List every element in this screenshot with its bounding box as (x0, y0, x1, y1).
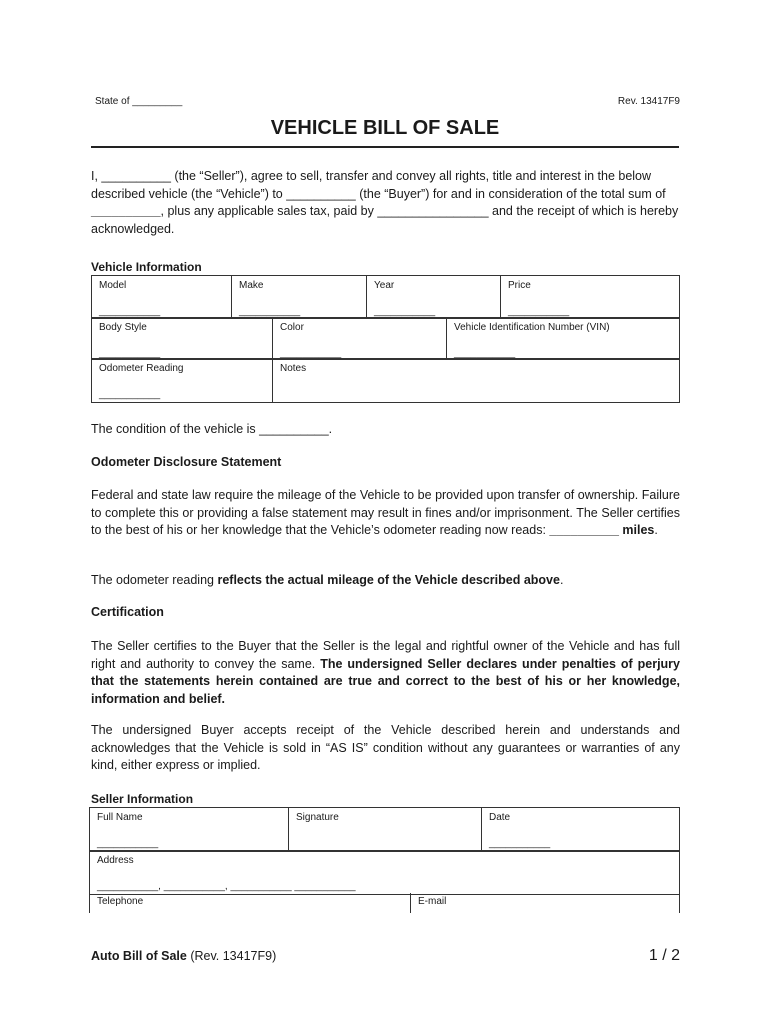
odometer-statement-bold: reflects the actual mileage of the Vehicle described above (217, 573, 560, 587)
intro-text-2: , plus any applicable sales tax, paid by ________________ and the receipt of which is hereby acknowledged. (91, 204, 679, 236)
price-label: Price (508, 280, 531, 291)
address-blank: ___________, ___________, ___________ ___________ (97, 881, 356, 892)
date-label: Date (489, 812, 511, 823)
make-cell[interactable] (232, 276, 367, 319)
full-name-cell[interactable] (90, 808, 289, 852)
model-cell[interactable] (92, 276, 232, 319)
document-title: VEHICLE BILL OF SALE (270, 117, 500, 139)
price-cell[interactable] (501, 276, 680, 319)
vin-label: Vehicle Identification Number (VIN) (454, 322, 610, 333)
footer-doc-name-bold: Auto Bill of Sale (91, 949, 187, 963)
telephone-label[interactable]: Telephone (97, 896, 144, 907)
odometer-text: Federal and state law require the mileage of the Vehicle to be provided upon transfer of ownership. Failure to complete this or providing a false statement may result in fines and/or imprisonment. The Seller certifies to the best of his or her knowledge that the Vehicle’s odometer reading now reads: (91, 488, 680, 537)
vin-cell[interactable] (447, 318, 680, 360)
body-style-cell[interactable] (92, 318, 273, 360)
telephone-email-divider (410, 893, 411, 913)
state-line: State of _________ (95, 96, 183, 107)
full-name-blank: ___________ (97, 838, 159, 849)
miles-blank: __________ miles (549, 523, 655, 537)
odometer-reading-statement (91, 572, 563, 590)
vin-blank: ___________ (454, 348, 516, 359)
address-cell[interactable] (90, 851, 680, 895)
notes-cell[interactable] (273, 359, 680, 403)
year-label: Year (374, 280, 395, 291)
intro-text-1: I, __________ (the “Seller”), agree to sell, transfer and convey all rights, title and interest in the below described vehicle (the “Vehicle”) to __________ (the “Buyer”) for and in consideration of the total sum of (91, 169, 666, 201)
odometer-disclosure-heading: Odometer Disclosure Statement (91, 455, 282, 469)
intro-paragraph (91, 168, 681, 238)
color-blank: ___________ (280, 348, 342, 359)
odometer-disclosure-paragraph (91, 487, 680, 540)
make-blank: ___________ (239, 306, 301, 317)
odometer-period: . (654, 523, 658, 537)
revision-number: Rev. 13417F9 (617, 96, 680, 107)
date-blank: ___________ (489, 838, 551, 849)
body-style-label: Body Style (99, 322, 147, 333)
odometer-statement-period: . (559, 573, 564, 587)
body-style-blank: ___________ (99, 348, 161, 359)
price-blank: ___________ (508, 306, 570, 317)
color-label: Color (280, 322, 304, 333)
seller-info-table (89, 807, 680, 852)
certification-text: The Seller certifies to the Buyer that the Seller is the legal and rightful owner of the Vehicle and has full right and authority to convey the same. (91, 639, 680, 671)
address-label: Address (97, 855, 134, 866)
certification-heading: Certification (91, 605, 164, 619)
certification-paragraph-1 (91, 638, 680, 708)
make-label: Make (239, 280, 264, 291)
odometer-cell[interactable] (92, 359, 273, 403)
year-blank: ___________ (374, 306, 436, 317)
year-cell[interactable] (367, 276, 501, 319)
odometer-statement-text: The odometer reading (91, 573, 218, 587)
vehicle-info-table-row2 (91, 317, 680, 360)
vehicle-info-heading: Vehicle Information (91, 260, 202, 274)
condition-line: The condition of the vehicle is __________. (91, 422, 333, 436)
certification-paragraph-2: The undersigned Buyer accepts receipt of the Vehicle described herein and understands and acknowledges that the Vehicle is sold in “AS IS” condition without any guarantees or warranties of any kind, either express or implied. (91, 723, 680, 772)
title-divider (91, 146, 679, 148)
email-label[interactable]: E-mail (418, 896, 447, 907)
odometer-label: Odometer Reading (99, 363, 184, 374)
notes-label: Notes (280, 363, 307, 374)
signature-label: Signature (296, 812, 339, 823)
signature-cell[interactable] (289, 808, 482, 852)
model-blank: ___________ (99, 306, 161, 317)
page-number: 1 / 2 (648, 947, 680, 964)
date-cell[interactable] (482, 808, 680, 852)
vehicle-info-table (91, 275, 680, 319)
full-name-label: Full Name (97, 812, 143, 823)
footer-document-name (91, 949, 276, 963)
model-label: Model (99, 280, 127, 291)
telephone-email-row (89, 893, 680, 913)
color-cell[interactable] (273, 318, 447, 360)
odometer-blank: ___________ (99, 389, 161, 400)
seller-info-heading: Seller Information (91, 792, 194, 806)
total-sum-blank: __________ (91, 204, 161, 218)
seller-address-table (89, 850, 680, 895)
footer-doc-rev: (Rev. 13417F9) (186, 949, 277, 963)
certification-bold: The undersigned Seller declares under penalties of perjury that the statements herein contained are true and correct to the best of his or her knowledge, information and belief. (91, 656, 680, 706)
vehicle-info-table-row3 (91, 358, 680, 403)
